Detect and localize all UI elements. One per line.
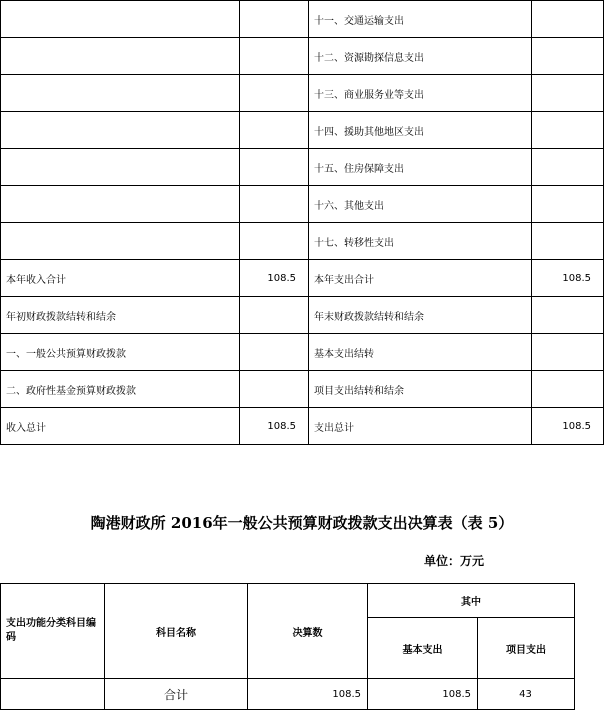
left-value [240,1,309,38]
header-row [1,584,575,618]
left-label [1,38,240,75]
right-value [532,75,604,112]
total-code [1,679,105,710]
right-value [532,149,604,186]
page-title: 陶港财政所 2016年一般公共预算财政拨款支出决算表（表 5） [90,514,514,532]
left-label [1,149,240,186]
left-value [240,223,309,260]
left-value [240,371,309,408]
right-value: 108.5 [532,260,604,297]
table-row [1,408,604,445]
left-label [1,1,240,38]
right-label: 十四、援助其他地区支出 [309,112,532,149]
left-label: 本年收入合计 [1,260,240,297]
header-amount: 决算数 [248,584,368,679]
left-value [240,297,309,334]
right-value [532,186,604,223]
right-value [532,38,604,75]
total-name: 合计 [105,679,248,710]
left-value [240,112,309,149]
left-label [1,112,240,149]
right-value [532,223,604,260]
right-label: 十一、交通运输支出 [309,1,532,38]
header-basic: 基本支出 [368,618,478,679]
table-row [1,297,604,334]
unit-label: 单位：万元 [424,554,485,568]
left-label [1,75,240,112]
table-row [1,223,604,260]
left-value: 108.5 [240,260,309,297]
right-label: 本年支出合计 [309,260,532,297]
total-project: 43 [478,679,575,710]
left-label: 一、一般公共预算财政拨款 [1,334,240,371]
left-label [1,223,240,260]
table-row [1,1,604,38]
total-amount: 108.5 [248,679,368,710]
header-project: 项目支出 [478,618,575,679]
left-label: 收入总计 [1,408,240,445]
right-value: 108.5 [532,408,604,445]
left-value [240,75,309,112]
left-value: 108.5 [240,408,309,445]
total-basic: 108.5 [368,679,478,710]
right-label: 十三、商业服务业等支出 [309,75,532,112]
left-value [240,38,309,75]
table-row [1,371,604,408]
table-row [1,260,604,297]
table-row [1,149,604,186]
right-label: 支出总计 [309,408,532,445]
header-code: 支出功能分类科目编码 [1,584,105,679]
left-label [1,186,240,223]
income-expenditure-table-body [1,1,604,445]
table-row [1,112,604,149]
left-label: 二、政府性基金预算财政拨款 [1,371,240,408]
table-row [1,334,604,371]
expenditure-table [0,583,575,710]
right-label: 年末财政拨款结转和结余 [309,297,532,334]
table-row [1,38,604,75]
left-value [240,186,309,223]
right-label: 项目支出结转和结余 [309,371,532,408]
header-name: 科目名称 [105,584,248,679]
right-label: 基本支出结转 [309,334,532,371]
right-label: 十六、其他支出 [309,186,532,223]
total-row [1,679,575,710]
right-value [532,1,604,38]
header-group: 其中 [368,584,575,618]
right-label: 十七、转移性支出 [309,223,532,260]
left-value [240,334,309,371]
right-value [532,371,604,408]
right-value [532,334,604,371]
right-value [532,297,604,334]
left-label: 年初财政拨款结转和结余 [1,297,240,334]
left-value [240,149,309,186]
right-label: 十二、资源勘探信息支出 [309,38,532,75]
table-row [1,75,604,112]
table-row [1,186,604,223]
right-label: 十五、住房保障支出 [309,149,532,186]
right-value [532,112,604,149]
